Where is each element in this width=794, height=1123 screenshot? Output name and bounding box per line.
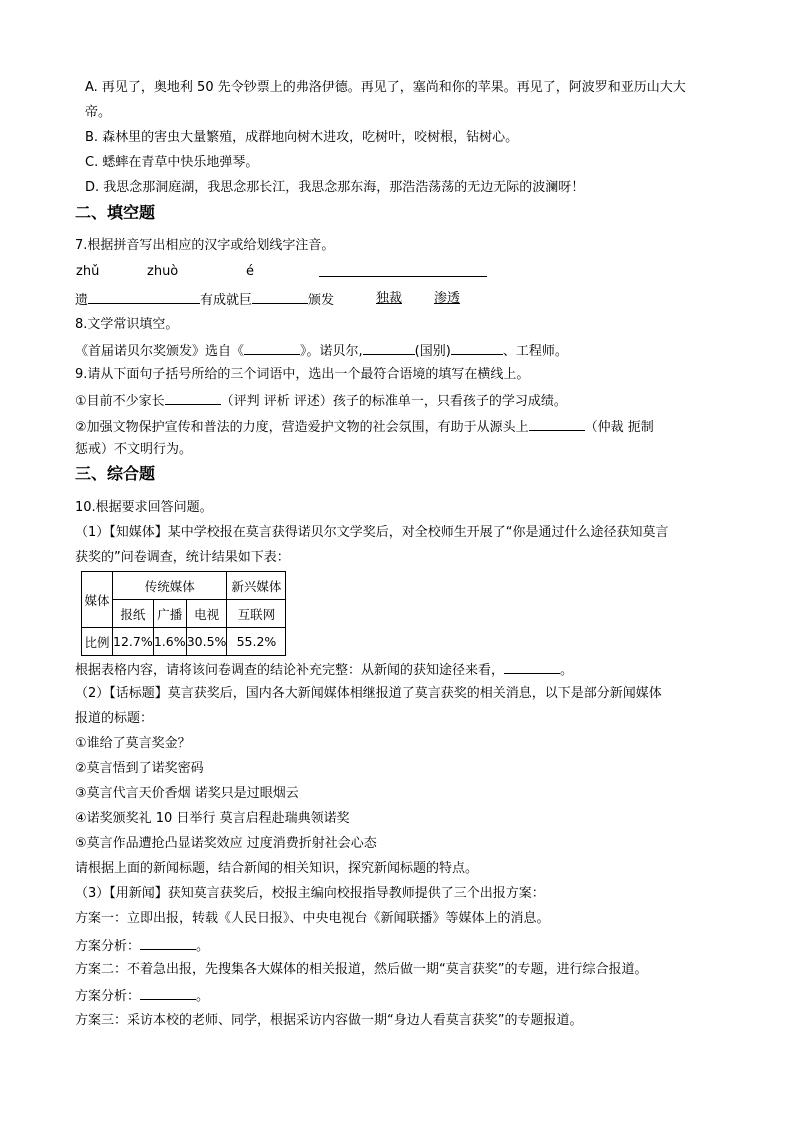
option-b: B. 森林里的害虫大量繁殖，成群地向树木进攻，吃树叶，咬树根，钻树心。 [85, 130, 519, 145]
q9-sentence-2 [75, 417, 654, 437]
q8-stem: 8.文学常识填空。 [75, 317, 179, 332]
header-tv: 电视 [186, 600, 227, 628]
option-c: C. 蟋蟀在青草中快乐地弹琴。 [85, 155, 259, 170]
section-title-comprehensive: 三、综合题 [75, 464, 156, 483]
option-a-line1: A. 再见了，奥地利 50 先令钞票上的弗洛伊德。再见了，塞尚和你的苹果。再见了，阿波罗和亚历山大大 [85, 80, 686, 95]
header-traditional-media: 传统媒体 [113, 572, 227, 600]
q10-part2-question: 请根据上面的新闻标题，结合新闻的相关知识，探究新闻标题的特点。 [75, 861, 479, 876]
analysis-end: 。 [196, 989, 210, 1004]
q10-conclusion-end: 。 [560, 663, 574, 678]
cell-tv: 30.5% [186, 628, 227, 656]
q10-conclusion-text: 根据表格内容，请将该问卷调查的结论补充完整：从新闻的获知途径来看， [75, 663, 505, 678]
q9-stem: 9.请从下面句子括号所给的三个词语中，选出一个最符合语境的填写在横线上。 [75, 367, 530, 382]
row-ratio-label: 比例 [82, 628, 113, 656]
q7-pinyin-3: é [246, 264, 254, 279]
q7-word-6: 渗透 [434, 291, 461, 306]
option-d: D. 我思念那洞庭湖，我思念那长江，我思念那东海，那浩浩荡荡的无边无际的波澜呀！ [85, 180, 585, 195]
analysis-label: 方案分析： [75, 989, 141, 1004]
q7-words [75, 290, 334, 310]
blank[interactable] [140, 986, 196, 1000]
q8-part4: 、工程师。 [502, 344, 568, 359]
q8-part3: (国别) [414, 344, 451, 359]
blank[interactable] [319, 263, 375, 277]
q10-stem: 10.根据要求回答问题。 [75, 500, 213, 515]
q9-s1-part1: ①目前不少家长 [75, 394, 165, 409]
header-radio: 广播 [153, 600, 186, 628]
analysis-label: 方案分析： [75, 939, 141, 954]
analysis-end: 。 [196, 939, 210, 954]
blank[interactable] [88, 290, 144, 304]
header-new-media: 新兴媒体 [227, 572, 286, 600]
blank[interactable] [363, 341, 415, 355]
q7-word-4: 颁发 [308, 293, 335, 308]
q10-part1-line2: 获奖的”问卷调查，统计结果如下表： [75, 550, 290, 565]
q7-stem: 7.根据拼音写出相应的汉字或给划线字注音。 [75, 238, 335, 253]
blank[interactable] [375, 263, 431, 277]
q7-word-3: 就巨 [226, 293, 253, 308]
headline-5: ⑤莫言作品遭抢凸显诺奖效应 过度消费折射社会心态 [75, 836, 377, 851]
q7-pinyin-2: zhuò [147, 264, 179, 279]
blank[interactable] [140, 936, 196, 950]
blank[interactable] [431, 263, 487, 277]
q9-sentence-2-cont: 惩戒）不文明行为。 [75, 442, 193, 457]
q10-part2-line2: 报道的标题： [75, 711, 154, 726]
q7-blanks-annotation [319, 263, 487, 283]
cell-radio: 1.6% [153, 628, 186, 656]
q7-word-2: 有成 [200, 293, 227, 308]
q10-conclusion [75, 660, 573, 680]
blank[interactable] [165, 391, 221, 405]
media-survey-table [81, 571, 286, 656]
q8-line [75, 341, 568, 361]
q9-sentence-1 [75, 391, 567, 411]
headline-3: ③莫言代言天价香烟 诺奖只是过眼烟云 [75, 786, 299, 801]
q7-word-5: 独裁 [376, 291, 403, 306]
blank[interactable] [504, 660, 560, 674]
blank[interactable] [144, 290, 200, 304]
blank[interactable] [529, 417, 585, 431]
header-internet: 互联网 [227, 600, 286, 628]
headline-4: ④诺奖颁奖礼 10 日举行 莫言启程赴瑞典领诺奖 [75, 811, 350, 826]
plan-1: 方案一：立即出报，转载《人民日报》、中央电视台《新闻联播》等媒体上的消息。 [75, 911, 550, 926]
cell-internet: 55.2% [227, 628, 286, 656]
headline-2: ②莫言悟到了诺奖密码 [75, 761, 204, 776]
plan-1-analysis [75, 936, 209, 956]
option-a-line2: 帝。 [85, 105, 112, 120]
q10-part3: （3）【用新闻】获知莫言获奖后，校报主编向校报指导教师提供了三个出报方案： [75, 886, 545, 901]
blank[interactable] [451, 341, 503, 355]
q9-s2-part2: （仲裁 扼制 [584, 420, 654, 435]
q9-s2-part1: ②加强文物保护宣传和普法的力度，营造爱护文物的社会氛围，有助于从源头上 [75, 420, 529, 435]
q10-part2-line1: （2）【话标题】莫言获奖后，国内各大新闻媒体相继报道了莫言获奖的相关消息，以下是部分新闻媒体 [75, 686, 662, 701]
section-title-fill-blank: 二、填空题 [75, 203, 156, 222]
q10-part1-line1: （1）【知媒体】某中学校报在莫言获得诺贝尔文学奖后，对全校师生开展了“你是通过什么途径获知莫言 [75, 525, 669, 540]
plan-2-analysis [75, 986, 209, 1006]
plan-3: 方案三：采访本校的老师、同学，根据采访内容做一期“身边人看莫言获奖”的专题报道。 [75, 1013, 583, 1028]
q9-s1-part2: （评判 评析 评述）孩子的标准单一，只看孩子的学习成绩。 [220, 394, 567, 409]
blank[interactable] [252, 290, 308, 304]
header-newspaper: 报纸 [113, 600, 154, 628]
q8-part2: 》。诺贝尔, [300, 344, 363, 359]
plan-2: 方案二：不着急出报，先搜集各大媒体的相关报道，然后做一期“莫言获奖”的专题，进行综合报道。 [75, 962, 648, 977]
blank[interactable] [244, 341, 300, 355]
headline-1: ①谁给了莫言奖金？ [75, 736, 191, 751]
q7-word-1: 遗 [75, 293, 89, 308]
cell-newspaper: 12.7% [113, 628, 154, 656]
header-media: 媒体 [82, 572, 113, 628]
q7-pinyin-1: zhǔ [76, 264, 100, 279]
q8-part1: 《首届诺贝尔奖颁发》选自《 [75, 344, 245, 359]
